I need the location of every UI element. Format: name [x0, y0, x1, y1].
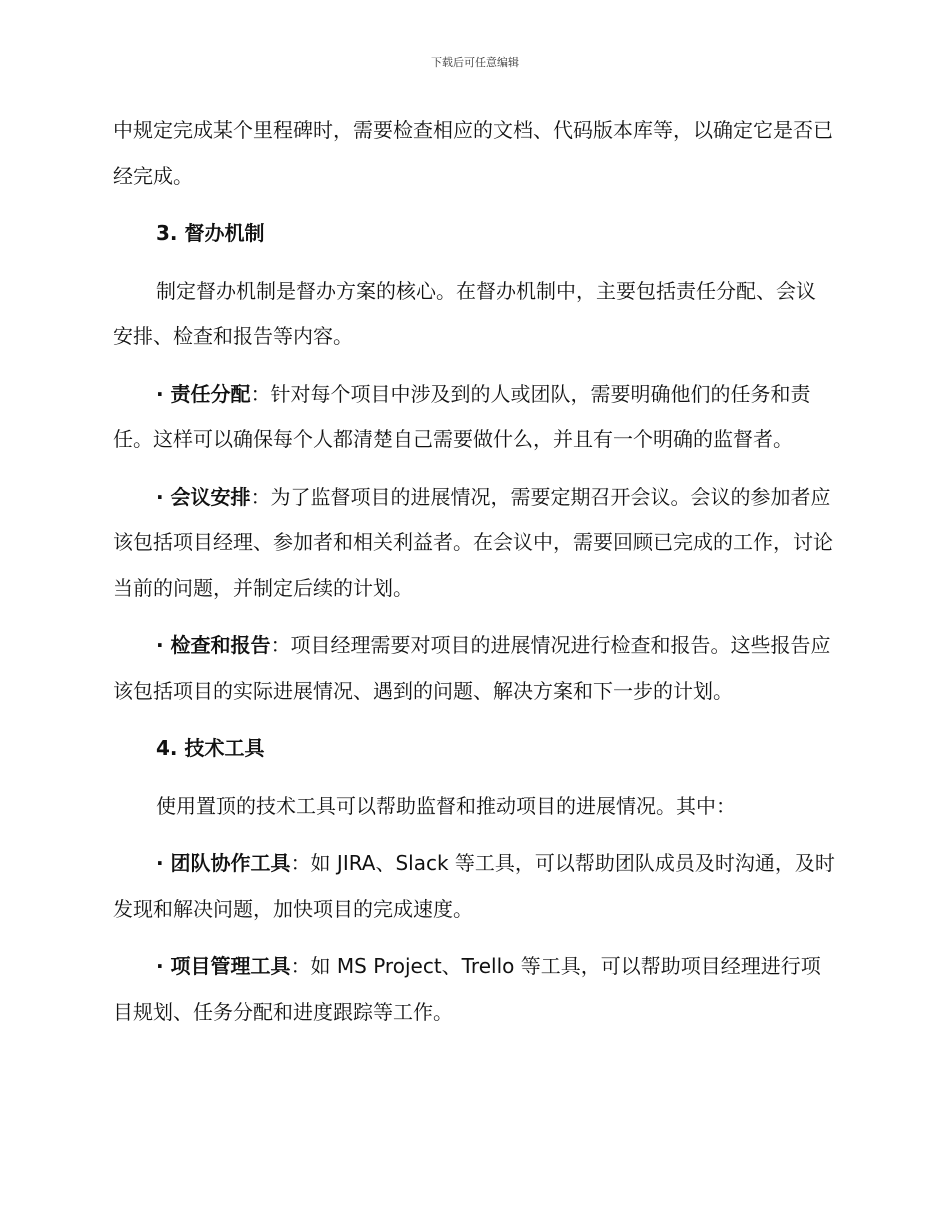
item-meeting-text: ：为了监督项目的进展情况，需要定期召开会议。会议的参加者应该包括项目经理、参加者和相关利益者。在会议中，需要回顾已完成的工作，讨论当前的问题，并制定后续的计划。 — [113, 484, 833, 600]
item-team-tools — [113, 841, 835, 932]
item-team-tools-text: ：如 JIRA、Slack 等工具，可以帮助团队成员及时沟通，及时发现和解决问题，加快项目的完成速度。 — [113, 851, 835, 921]
section-heading-4: 4. 技术工具 — [156, 736, 265, 760]
item-pm-tools-label: · 项目管理工具 — [156, 954, 291, 978]
item-meeting — [113, 475, 835, 612]
section-heading-3: 3. 督办机制 — [156, 221, 265, 245]
item-pm-tools-text: ：如 MS Project、Trello 等工具，可以帮助项目经理进行项目规划、任务分配和进度跟踪等工作。 — [113, 954, 821, 1024]
item-team-tools-label: · 团队协作工具 — [156, 851, 291, 875]
page-header: 下载后可任意编辑 — [431, 56, 519, 69]
document-body — [113, 108, 835, 1047]
item-pm-tools — [113, 944, 835, 1035]
item-meeting-label: · 会议安排 — [156, 484, 251, 509]
item-check-report — [113, 623, 835, 714]
item-responsibility — [113, 372, 835, 463]
paragraph-mechanism: 制定督办机制是督办方案的核心。在督办机制中，主要包括责任分配、会议安排、检查和报告等内容。 — [113, 278, 816, 348]
item-check-report-label: · 检查和报告 — [156, 633, 271, 657]
paragraph-intro: 中规定完成某个里程碑时，需要检查相应的文档、代码版本库等，以确定它是否已经完成。 — [113, 118, 833, 188]
item-responsibility-text: ：针对每个项目中涉及到的人或团队，需要明确他们的任务和责任。这样可以确保每个人都清楚自己需要做什么，并且有一个明确的监督者。 — [113, 381, 811, 451]
paragraph-tools: 使用置顶的技术工具可以帮助监督和推动项目的进展情况。其中： — [156, 793, 736, 818]
item-responsibility-label: · 责任分配 — [156, 381, 251, 406]
item-check-report-text: ：项目经理需要对项目的进展情况进行检查和报告。这些报告应该包括项目的实际进展情况、遇到的问题、解决方案和下一步的计划。 — [113, 633, 831, 703]
